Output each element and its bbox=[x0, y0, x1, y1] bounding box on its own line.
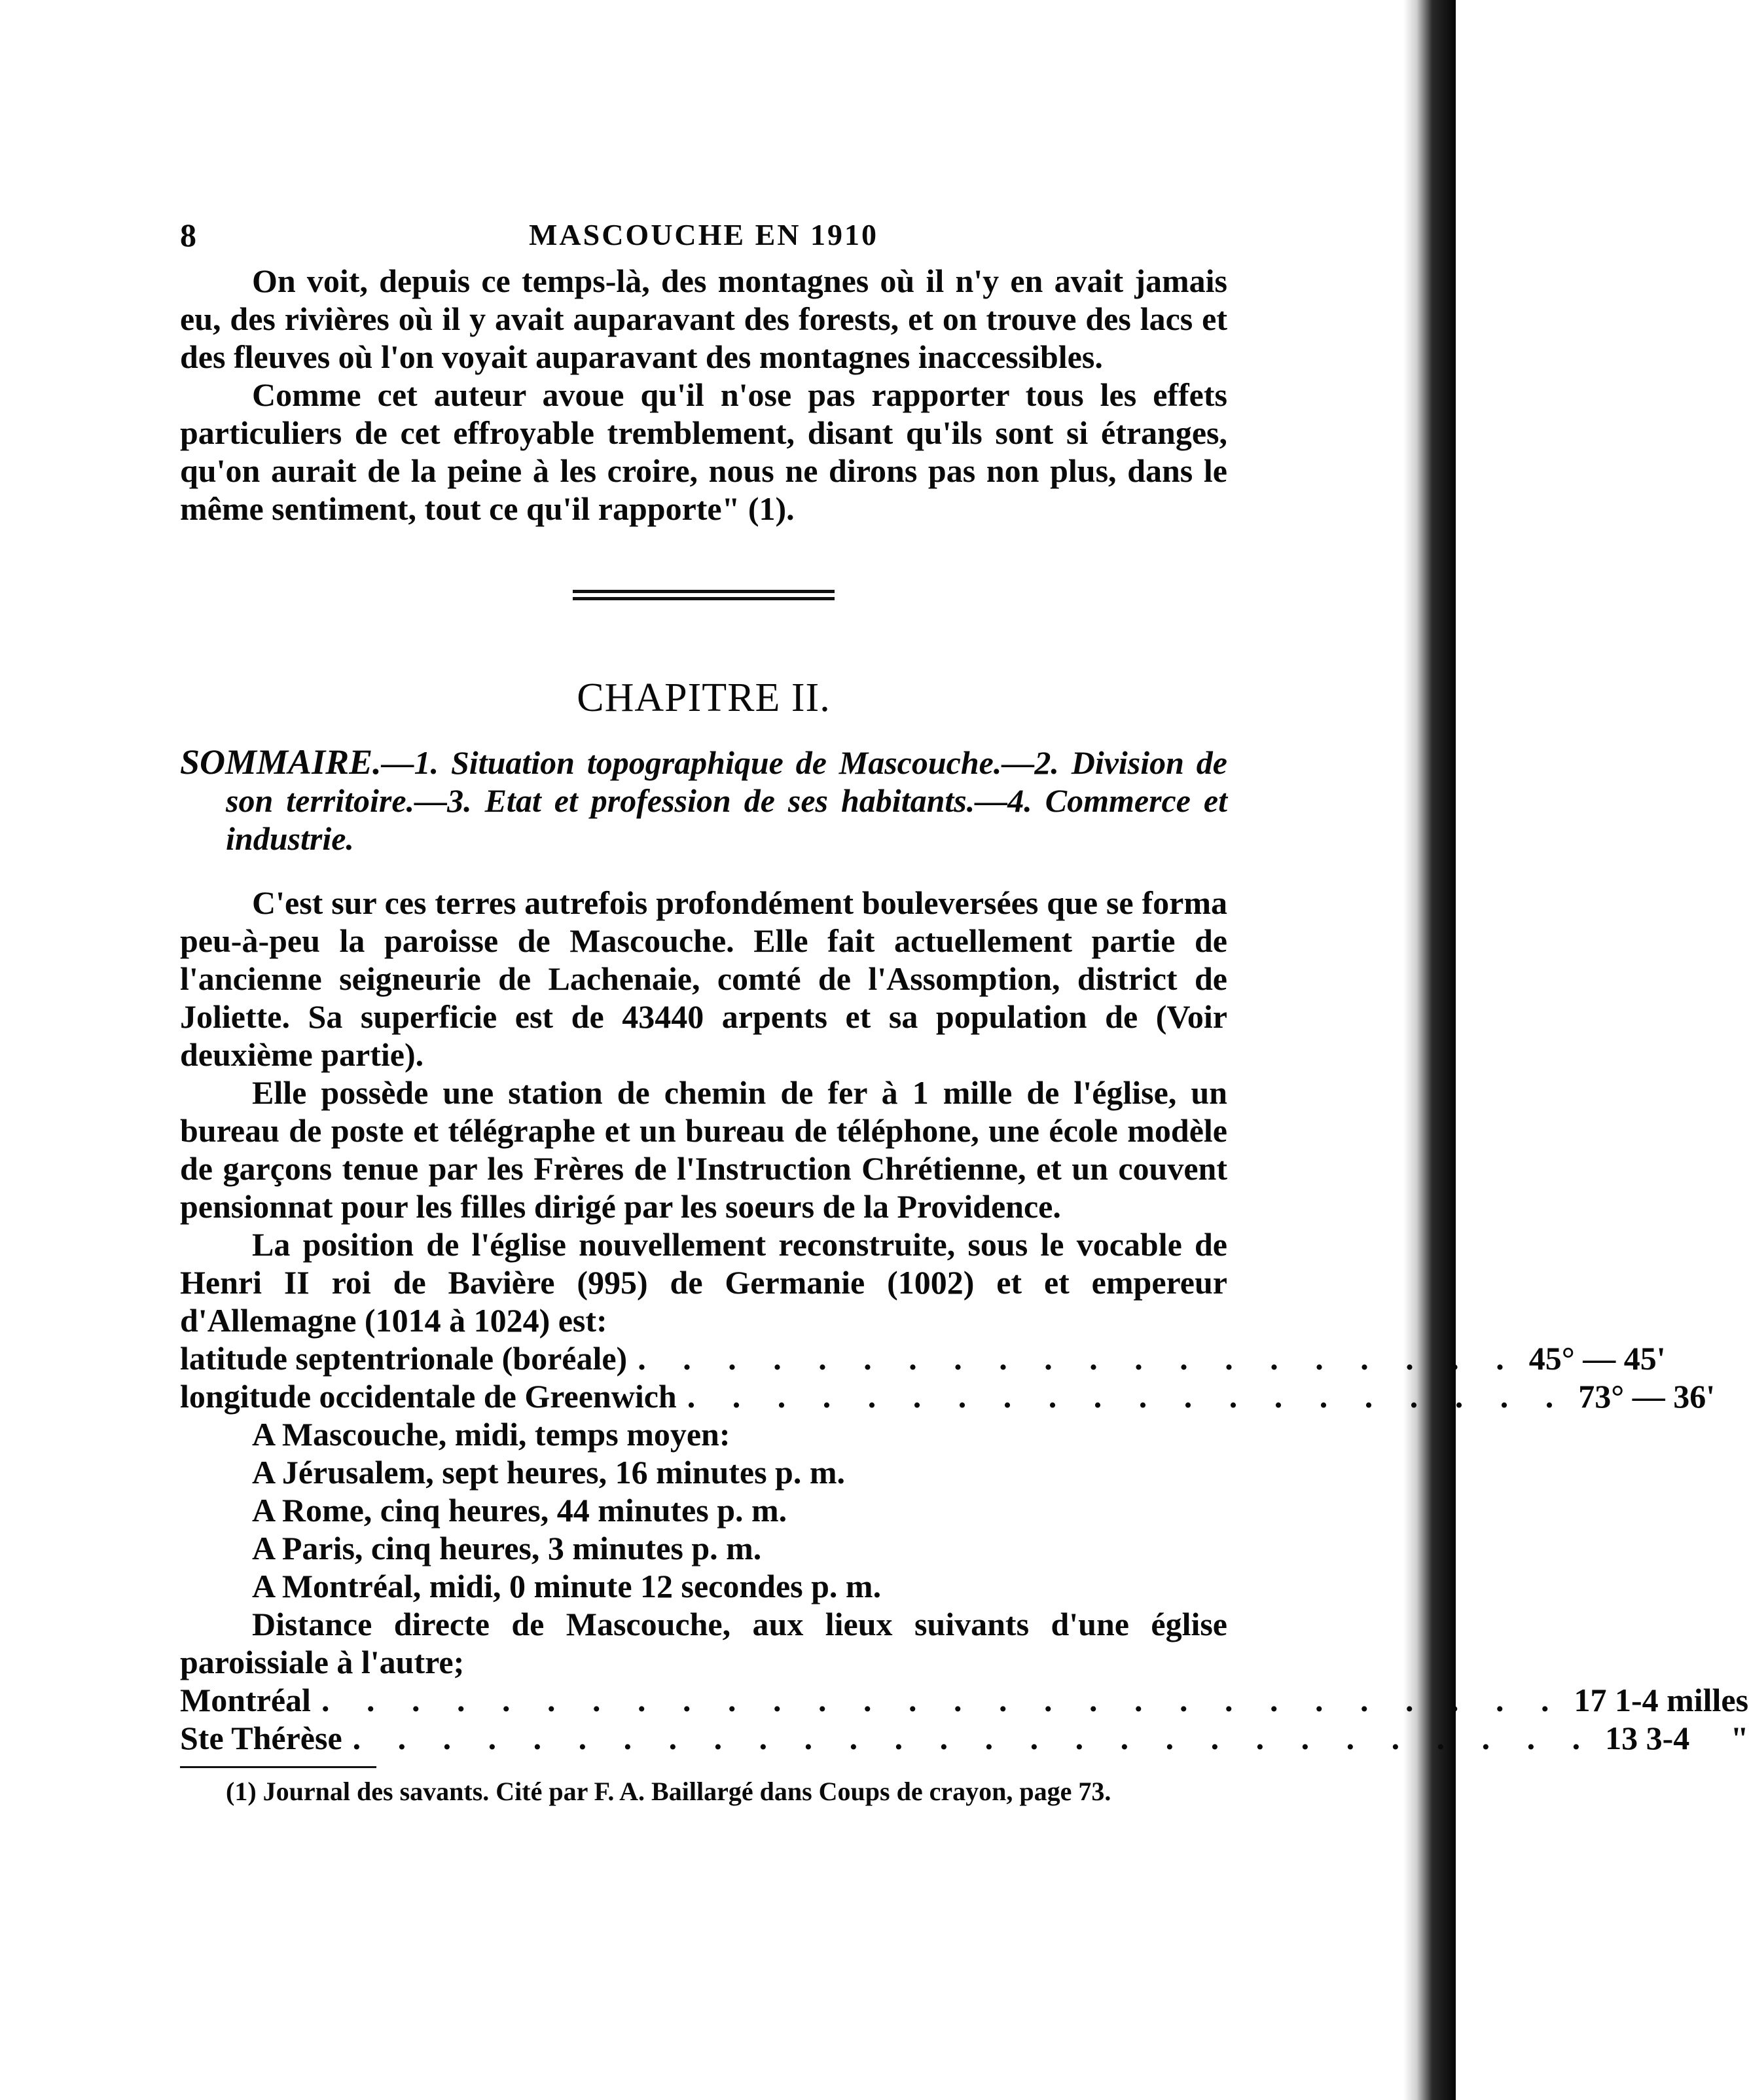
page-column bbox=[180, 216, 1749, 1807]
footnote: (1) Journal des savants. Cité par F. A. Baillargé dans Coups de crayon, page 73. bbox=[226, 1777, 1111, 1806]
paragraph-distance-intro: Distance directe de Mascouche, aux lieux suivants d'une église paroissiale à l'autre; bbox=[180, 1606, 1227, 1680]
chapter-summary bbox=[180, 743, 1227, 858]
coordinate-label: longitude occidentale de Greenwich bbox=[180, 1378, 677, 1415]
time-line: A Jérusalem, sept heures, 16 minutes p. m. bbox=[252, 1454, 846, 1491]
coordinate-label: latitude septentrionale (boréale) bbox=[180, 1340, 628, 1377]
distance-value: 17 1-4 milles bbox=[1574, 1682, 1749, 1718]
dot-leader: . . . . . . . . . . . . . . . . . . . . bbox=[638, 1340, 1519, 1377]
time-line: A Paris, cinq heures, 3 minutes p. m. bbox=[252, 1530, 762, 1566]
section-divider bbox=[573, 590, 835, 600]
distance-place: Ste Thérèse bbox=[180, 1720, 342, 1756]
distance-value: 13 3-4 " bbox=[1605, 1720, 1749, 1756]
dot-leader: . . . . . . . . . . . . . . . . . . . . bbox=[687, 1378, 1568, 1415]
coordinate-value: 73° — 36' bbox=[1578, 1378, 1716, 1415]
page-edge-shadow bbox=[1403, 0, 1456, 2100]
page-number: 8 bbox=[180, 217, 196, 253]
chapter-title: CHAPITRE II. bbox=[577, 676, 831, 720]
time-line: A Rome, cinq heures, 44 minutes p. m. bbox=[252, 1492, 787, 1529]
paragraph-station: Elle possède une station de chemin de fer à 1 mille de l'église, un bureau de poste et télégraphe et un bureau de téléphone, une école modèle de garçons tenue par les Frères de l'Instruction Chrétienne, et un couvent pensionnat pour les filles dirigé par les soeurs de la Providence. bbox=[180, 1074, 1227, 1225]
paragraph-eglise: La position de l'église nouvellement reconstruite, sous le vocable de Henri II roi de Bavière (995) de Germanie (1002) et et empereur d'Allemagne (1014 à 1024) est: bbox=[180, 1226, 1227, 1339]
coordinate-row-longitude bbox=[180, 1377, 1716, 1415]
running-head bbox=[180, 216, 1227, 262]
footnote-rule bbox=[180, 1766, 376, 1768]
distance-row-montreal bbox=[180, 1681, 1749, 1719]
paragraph-montagnes: On voit, depuis ce temps-là, des montagnes où il n'y en avait jamais eu, des rivières où il y avait auparavant des forests, et on trouve des lacs et des fleuves où l'on voyait auparavant des montagnes inaccessibles. bbox=[180, 262, 1227, 375]
dot-leader: . . . . . . . . . . . . . . . . . . . . . . . . . . . . bbox=[321, 1682, 1564, 1718]
summary-label: SOMMAIRE. bbox=[180, 742, 382, 782]
coordinate-row-latitude bbox=[180, 1339, 1666, 1377]
distance-place: Montréal bbox=[180, 1682, 311, 1718]
summary-text: —1. Situation topographique de Mascouche.—2. Division de son territoire.—3. Etat et profession de ses habitants.—4. Commerce et industrie. bbox=[226, 744, 1227, 857]
time-line: A Montréal, midi, 0 minute 12 secondes p. m. bbox=[252, 1568, 882, 1604]
running-title: MASCOUCHE EN 1910 bbox=[528, 218, 879, 251]
time-line: A Mascouche, midi, temps moyen: bbox=[252, 1416, 730, 1453]
coordinate-value: 45° — 45' bbox=[1528, 1340, 1666, 1377]
dot-leader: . . . . . . . . . . . . . . . . . . . . . . . . . . . . bbox=[352, 1720, 1595, 1756]
paragraph-tremblement: Comme cet auteur avoue qu'il n'ose pas rapporter tous les effets particuliers de cet effroyable tremblement, disant qu'ils sont si étranges, qu'on aurait de la peine à les croire, nous ne dirons pas non plus, dans le même sentiment, tout ce qu'il rapporte" (1). bbox=[180, 376, 1227, 527]
distance-row-ste-therese bbox=[180, 1719, 1749, 1757]
paragraph-paroisse: C'est sur ces terres autrefois profondément bouleversées que se forma peu-à-peu la paroisse de Mascouche. Elle fait actuellement partie de l'ancienne seigneurie de Lachenaie, comté de l'Assomption, district de Joliette. Sa superficie est de 43440 arpents et sa population de (Voir deuxième partie). bbox=[180, 884, 1227, 1073]
